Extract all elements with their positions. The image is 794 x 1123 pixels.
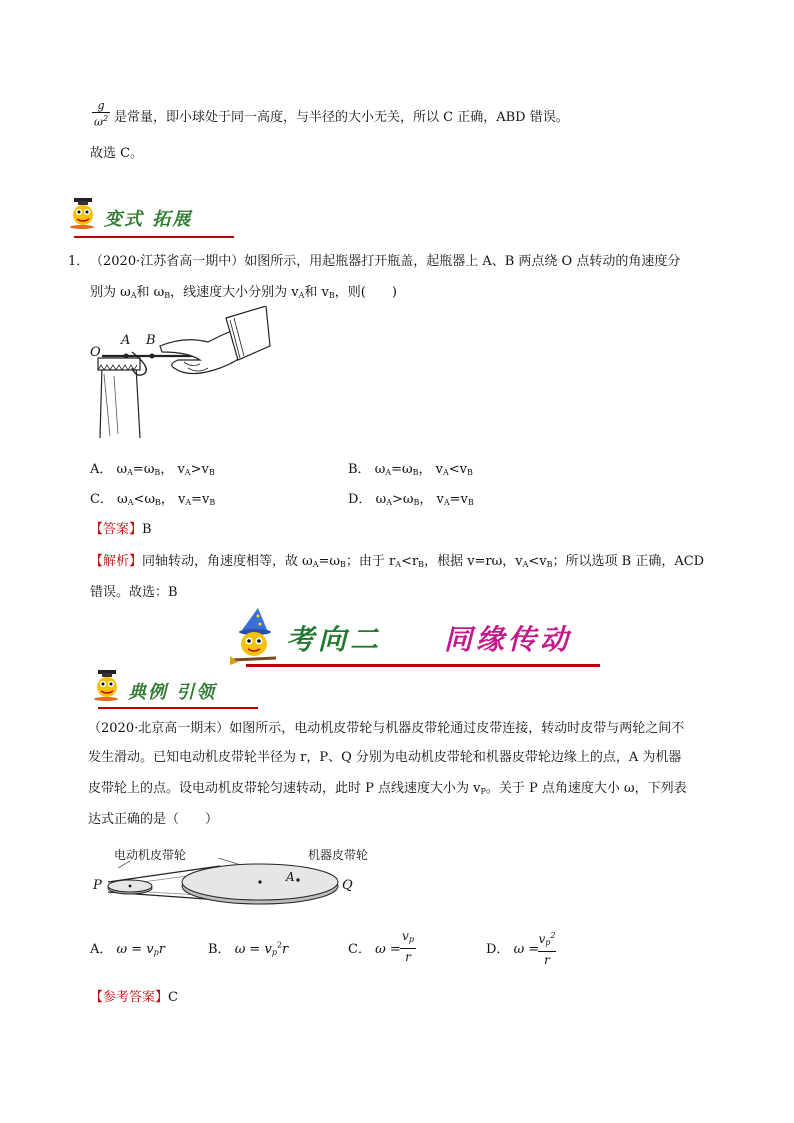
q1-text-line2: 别为 $\omega_A$和 $\omega_B$，线速度大小分别为 $v_A$和 $v_B$，则( ) (90, 285, 397, 300)
q2-line4: 达式正确的是（ ） (88, 812, 219, 827)
wizard-mascot-icon (228, 608, 280, 666)
q1-option-b[interactable]: B． $\omega_A=\omega_B$， $v_A<v_B$ (348, 462, 473, 477)
q2-line2: 发生滑动。已知电动机皮带轮半径为 r，P、Q 分别为电动机皮带轮和机器皮带轮边缘上的点，A 为机器 (88, 750, 682, 765)
fig-label-motor-pulley: 电动机皮带轮 (114, 848, 187, 862)
q2-option-a[interactable]: A． $\omega = v_pr$ (90, 942, 165, 957)
q2-answer: 【参考答案】C (90, 990, 178, 1005)
q1-number: 1． (68, 254, 90, 269)
fig-label-B: B (146, 333, 156, 348)
section-title-variant-expand: 变式 拓展 (104, 209, 193, 230)
q2-line3: 皮带轮上的点。设电动机皮带轮匀速转动，此时 P 点线速度大小为 $v_P$。关于 P 点角速度大小 ω，下列表 (88, 781, 687, 796)
section-divider-2 (98, 707, 258, 709)
bottle-opener-figure (88, 306, 273, 438)
mascot-icon (68, 196, 100, 230)
banner-title-part2: 同缘传动 (444, 623, 573, 656)
fig-label-Q: Q (342, 878, 353, 893)
section-divider (74, 236, 234, 238)
section-title-example-lead: 典例 引领 (128, 682, 217, 703)
q2-option-b[interactable]: B． $\omega = v_p^2r$ (208, 940, 289, 957)
banner-title-part1: 考向二 (286, 623, 383, 656)
q1-text-line1: （2020·江苏省高一期中）如图所示，用起瓶器打开瓶盖，起瓶器上 A、B 两点绕 O 点转动的角速度分 (90, 254, 681, 269)
q1-option-c[interactable]: C． $\omega_A<\omega_B$， $v_A=v_B$ (90, 492, 216, 507)
q1-option-d[interactable]: D． $\omega_A>\omega_B$， $v_A=v_B$ (348, 492, 474, 507)
q1-answer: 【答案】B (90, 522, 152, 537)
q2-option-d-fraction: $\frac{v_p^2}{r}$ (538, 931, 556, 967)
q1-analysis-line2: 错误。故选：B (90, 585, 178, 600)
q1-analysis-line1: 【解析】同轴转动，角速度相等，故 $\omega_A=\omega_B$；由于 $r_A<r_B$，根据 v=rω，$v_A<v_B$；所以选项 B 正确，ACD (90, 554, 705, 569)
fig-label-A2: A (286, 870, 295, 884)
q2-option-c-fraction: $\frac{v_p}{r}$ (400, 928, 416, 965)
q2-line1: （2020·北京高一期末）如图所示，电动机皮带轮与机器皮带轮通过皮带连接，转动时皮带与两轮之间不 (88, 721, 685, 736)
fig-label-machine-pulley: 机器皮带轮 (308, 848, 369, 862)
q2-option-c[interactable]: C． ω = (348, 942, 401, 957)
banner-underline (246, 664, 600, 667)
q1-option-a[interactable]: A． $\omega_A=\omega_B$， $v_A>v_B$ (90, 462, 215, 477)
fig-label-P: P (93, 878, 102, 893)
fig-label-A: A (121, 333, 131, 348)
mascot-icon-2 (92, 668, 124, 702)
q2-option-d[interactable]: D． ω = (486, 942, 540, 957)
top-line2: 故选 C。 (90, 146, 144, 161)
fig-label-O: O (90, 345, 101, 360)
top-line1: 是常量，即小球处于同一高度，与半径的大小无关，所以 C 正确，ABD 错误。 (114, 110, 569, 125)
frac-numerator: g (97, 99, 105, 112)
pulley-figure (100, 858, 350, 910)
frac-denominator: $\omega^2$ (93, 114, 109, 129)
fraction-g-over-omega2 (92, 100, 110, 129)
